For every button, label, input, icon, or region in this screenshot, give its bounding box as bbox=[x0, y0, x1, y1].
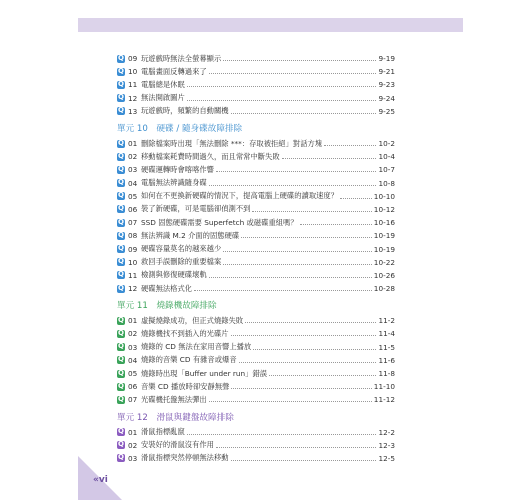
entry-title: 電腦畫面反轉過來了 bbox=[141, 66, 207, 76]
entry-title: 燒錄時出現「Buffer under run」錯誤 bbox=[141, 368, 268, 378]
entry-title: 無法開啟圖片 bbox=[141, 93, 185, 103]
entry-title: 虛擬燒錄成功，但正式燒錄失敗 bbox=[141, 315, 244, 325]
entry-number: 12 bbox=[128, 93, 138, 103]
toc-entry[interactable] bbox=[117, 203, 395, 216]
dot-leader bbox=[216, 447, 376, 448]
toc-entry[interactable] bbox=[117, 163, 395, 176]
toc-entry[interactable] bbox=[117, 52, 395, 65]
entry-title: 玩遊戲時無法全螢幕顯示 bbox=[141, 53, 222, 63]
question-icon bbox=[117, 343, 125, 351]
toc-entry[interactable] bbox=[117, 92, 395, 105]
question-icon bbox=[117, 245, 125, 253]
toc-entry[interactable] bbox=[117, 229, 395, 242]
entry-page: 10-22 bbox=[373, 257, 395, 267]
entry-number: 08 bbox=[128, 231, 138, 241]
entry-title: 無法辨識 M.2 介面的固態硬碟 bbox=[141, 230, 240, 240]
entry-page: 11-6 bbox=[378, 355, 395, 365]
dot-leader bbox=[187, 434, 377, 435]
top-decorative-band bbox=[78, 18, 463, 32]
question-icon bbox=[117, 317, 125, 325]
toc-entry[interactable] bbox=[117, 269, 395, 282]
entry-number: 03 bbox=[128, 165, 138, 175]
toc-entry[interactable] bbox=[117, 242, 395, 255]
entry-page: 11-5 bbox=[378, 342, 395, 352]
entry-title: 如何在不更換新硬碟的情況下，提高電腦上硬碟的讀取速度？ bbox=[141, 191, 339, 201]
entry-title: 電腦無法辨識隨身碟 bbox=[141, 178, 207, 188]
question-icon bbox=[117, 441, 125, 449]
entry-page: 11-10 bbox=[373, 382, 395, 392]
entry-title: 檢測與修復硬碟壞軌 bbox=[141, 270, 207, 280]
entry-page: 9-25 bbox=[378, 106, 395, 116]
question-icon bbox=[117, 107, 125, 115]
toc-entry[interactable] bbox=[117, 327, 395, 340]
toc-entry[interactable] bbox=[117, 341, 395, 354]
toc-entry[interactable] bbox=[117, 426, 395, 439]
toc-entry[interactable] bbox=[117, 177, 395, 190]
entry-number: 05 bbox=[128, 191, 138, 201]
entry-page: 10-19 bbox=[373, 244, 395, 254]
dot-leader bbox=[209, 73, 377, 74]
question-icon bbox=[117, 396, 125, 404]
entry-page: 11-4 bbox=[378, 329, 395, 339]
entry-title: 硬碟運轉時會喀喀作響 bbox=[141, 164, 214, 174]
toc-entry[interactable] bbox=[117, 150, 395, 163]
toc-entry[interactable] bbox=[117, 380, 395, 393]
entry-number: 02 bbox=[128, 152, 138, 162]
entry-page: 9-23 bbox=[378, 80, 395, 90]
entry-number: 01 bbox=[128, 427, 138, 437]
dot-leader bbox=[231, 388, 371, 389]
question-icon bbox=[117, 153, 125, 161]
dot-leader bbox=[231, 460, 377, 461]
entry-page: 12-5 bbox=[378, 453, 395, 463]
entry-title: 音樂 CD 播放時卻安靜無聲 bbox=[141, 381, 230, 391]
dot-leader bbox=[340, 198, 372, 199]
entry-title: 光碟機托盤無法彈出 bbox=[141, 394, 207, 404]
entry-number: 07 bbox=[128, 395, 138, 405]
toc-entry[interactable] bbox=[117, 354, 395, 367]
entry-number: 02 bbox=[128, 329, 138, 339]
question-icon bbox=[117, 271, 125, 279]
entry-title: 燒錄的 CD 無法在家用音響上播放 bbox=[141, 342, 252, 352]
toc-entry[interactable] bbox=[117, 256, 395, 269]
dot-leader bbox=[194, 290, 372, 291]
entry-page: 10-10 bbox=[373, 191, 395, 201]
dot-leader bbox=[324, 145, 376, 146]
toc-entry[interactable] bbox=[117, 137, 395, 150]
entry-number: 01 bbox=[128, 139, 138, 149]
question-icon bbox=[117, 356, 125, 364]
question-icon bbox=[117, 55, 125, 63]
entry-number: 04 bbox=[128, 178, 138, 188]
entry-title: 裝了新硬碟，可是電腦卻偵測不到 bbox=[141, 204, 251, 214]
question-icon bbox=[117, 81, 125, 89]
toc-entry[interactable] bbox=[117, 314, 395, 327]
toc-entry[interactable] bbox=[117, 439, 395, 452]
dot-leader bbox=[245, 322, 376, 323]
entry-number: 11 bbox=[128, 270, 138, 280]
entry-page: 10-16 bbox=[373, 218, 395, 228]
dot-leader bbox=[223, 60, 376, 61]
toc-entry[interactable] bbox=[117, 452, 395, 465]
entry-number: 02 bbox=[128, 440, 138, 450]
dot-leader bbox=[223, 251, 372, 252]
entry-number: 13 bbox=[128, 106, 138, 116]
toc-entry[interactable] bbox=[117, 216, 395, 229]
entry-page: 9-21 bbox=[378, 67, 395, 77]
table-of-contents bbox=[117, 52, 395, 465]
question-icon bbox=[117, 219, 125, 227]
entry-number: 09 bbox=[128, 54, 138, 64]
question-icon bbox=[117, 166, 125, 174]
entry-page: 12-3 bbox=[378, 440, 395, 450]
question-icon bbox=[117, 179, 125, 187]
entry-page: 10-26 bbox=[373, 270, 395, 280]
dot-leader bbox=[209, 401, 372, 402]
toc-entry[interactable] bbox=[117, 190, 395, 203]
entry-title: 燒錄機找不到插入的光碟片 bbox=[141, 328, 229, 338]
dot-leader bbox=[216, 171, 376, 172]
entry-number: 12 bbox=[128, 284, 138, 294]
entry-page: 11-8 bbox=[378, 369, 395, 379]
question-icon bbox=[117, 68, 125, 76]
dot-leader bbox=[239, 362, 377, 363]
entry-page: 10-28 bbox=[373, 284, 395, 294]
entry-number: 11 bbox=[128, 80, 138, 90]
entry-title: 滑鼠指標突然停頓無法移動 bbox=[141, 453, 229, 463]
dot-leader bbox=[187, 86, 377, 87]
entry-page: 12-2 bbox=[378, 427, 395, 437]
entry-title: 刪除檔案時出現「無法刪除 ***：存取被拒絕」對話方塊 bbox=[141, 138, 323, 148]
question-icon bbox=[117, 205, 125, 213]
entry-number: 04 bbox=[128, 355, 138, 365]
section-header: 單元 11 燒錄機故障排除 bbox=[117, 301, 217, 312]
entry-number: 05 bbox=[128, 369, 138, 379]
entry-title: 玩遊戲時，頻繁的自動關機 bbox=[141, 106, 229, 116]
question-icon bbox=[117, 285, 125, 293]
toc-entry[interactable] bbox=[117, 282, 395, 295]
question-icon bbox=[117, 258, 125, 266]
entry-title: 救回手誤刪除的重要檔案 bbox=[141, 257, 222, 267]
dot-leader bbox=[223, 264, 372, 265]
entry-page: 11-2 bbox=[378, 316, 395, 326]
question-icon bbox=[117, 140, 125, 148]
entry-number: 09 bbox=[128, 244, 138, 254]
entry-number: 03 bbox=[128, 453, 138, 463]
entry-page: 10-12 bbox=[373, 204, 395, 214]
page-arrow-icon: « bbox=[93, 475, 99, 485]
dot-leader bbox=[269, 375, 376, 376]
dot-leader bbox=[282, 158, 377, 159]
entry-number: 01 bbox=[128, 316, 138, 326]
toc-entry[interactable] bbox=[117, 105, 395, 118]
entry-page: 10-4 bbox=[378, 152, 395, 162]
entry-number: 10 bbox=[128, 257, 138, 267]
dot-leader bbox=[231, 335, 377, 336]
toc-entry[interactable] bbox=[117, 393, 395, 406]
section-header: 單元 10 硬碟 / 隨身碟故障排除 bbox=[117, 123, 243, 134]
dot-leader bbox=[252, 211, 371, 212]
entry-title: SSD 固態硬碟需要 Superfetch 或磁碟重組嗎？ bbox=[141, 217, 298, 227]
entry-title: 電腦總是休眠 bbox=[141, 79, 185, 89]
entry-number: 03 bbox=[128, 342, 138, 352]
entry-page: 9-24 bbox=[378, 93, 395, 103]
entry-title: 燒錄的音樂 CD 有雜音或爆音 bbox=[141, 355, 237, 365]
entry-page: 10-2 bbox=[378, 139, 395, 149]
entry-page: 9-19 bbox=[378, 54, 395, 64]
toc-entry[interactable] bbox=[117, 367, 395, 380]
question-icon bbox=[117, 383, 125, 391]
dot-leader bbox=[253, 349, 376, 350]
question-icon bbox=[117, 428, 125, 436]
entry-number: 10 bbox=[128, 67, 138, 77]
entry-title: 硬碟容量莫名的越來越少 bbox=[141, 244, 222, 254]
question-icon bbox=[117, 232, 125, 240]
entry-page: 10-8 bbox=[378, 178, 395, 188]
dot-leader bbox=[209, 185, 377, 186]
dot-leader bbox=[231, 113, 377, 114]
question-icon bbox=[117, 370, 125, 378]
dot-leader bbox=[209, 277, 372, 278]
entry-page: 11-12 bbox=[373, 395, 395, 405]
question-icon bbox=[117, 330, 125, 338]
entry-title: 移動檔案耗費時間過久，而且常常中斷失敗 bbox=[141, 151, 280, 161]
dot-leader bbox=[187, 100, 377, 101]
entry-page: 10-7 bbox=[378, 165, 395, 175]
entry-title: 滑鼠指標亂竄 bbox=[141, 427, 185, 437]
question-icon bbox=[117, 94, 125, 102]
page-number: «vi bbox=[93, 475, 108, 485]
section-header: 單元 12 滑鼠與鍵盤故障排除 bbox=[117, 412, 234, 423]
question-icon bbox=[117, 192, 125, 200]
entry-number: 06 bbox=[128, 382, 138, 392]
dot-leader bbox=[300, 224, 372, 225]
entry-title: 硬碟無法格式化 bbox=[141, 283, 193, 293]
dot-leader bbox=[241, 237, 372, 238]
entry-page: 10-19 bbox=[373, 231, 395, 241]
toc-entry[interactable] bbox=[117, 65, 395, 78]
entry-number: 06 bbox=[128, 204, 138, 214]
toc-entry[interactable] bbox=[117, 78, 395, 91]
entry-title: 安裝好的滑鼠沒有作用 bbox=[141, 440, 214, 450]
entry-number: 07 bbox=[128, 218, 138, 228]
